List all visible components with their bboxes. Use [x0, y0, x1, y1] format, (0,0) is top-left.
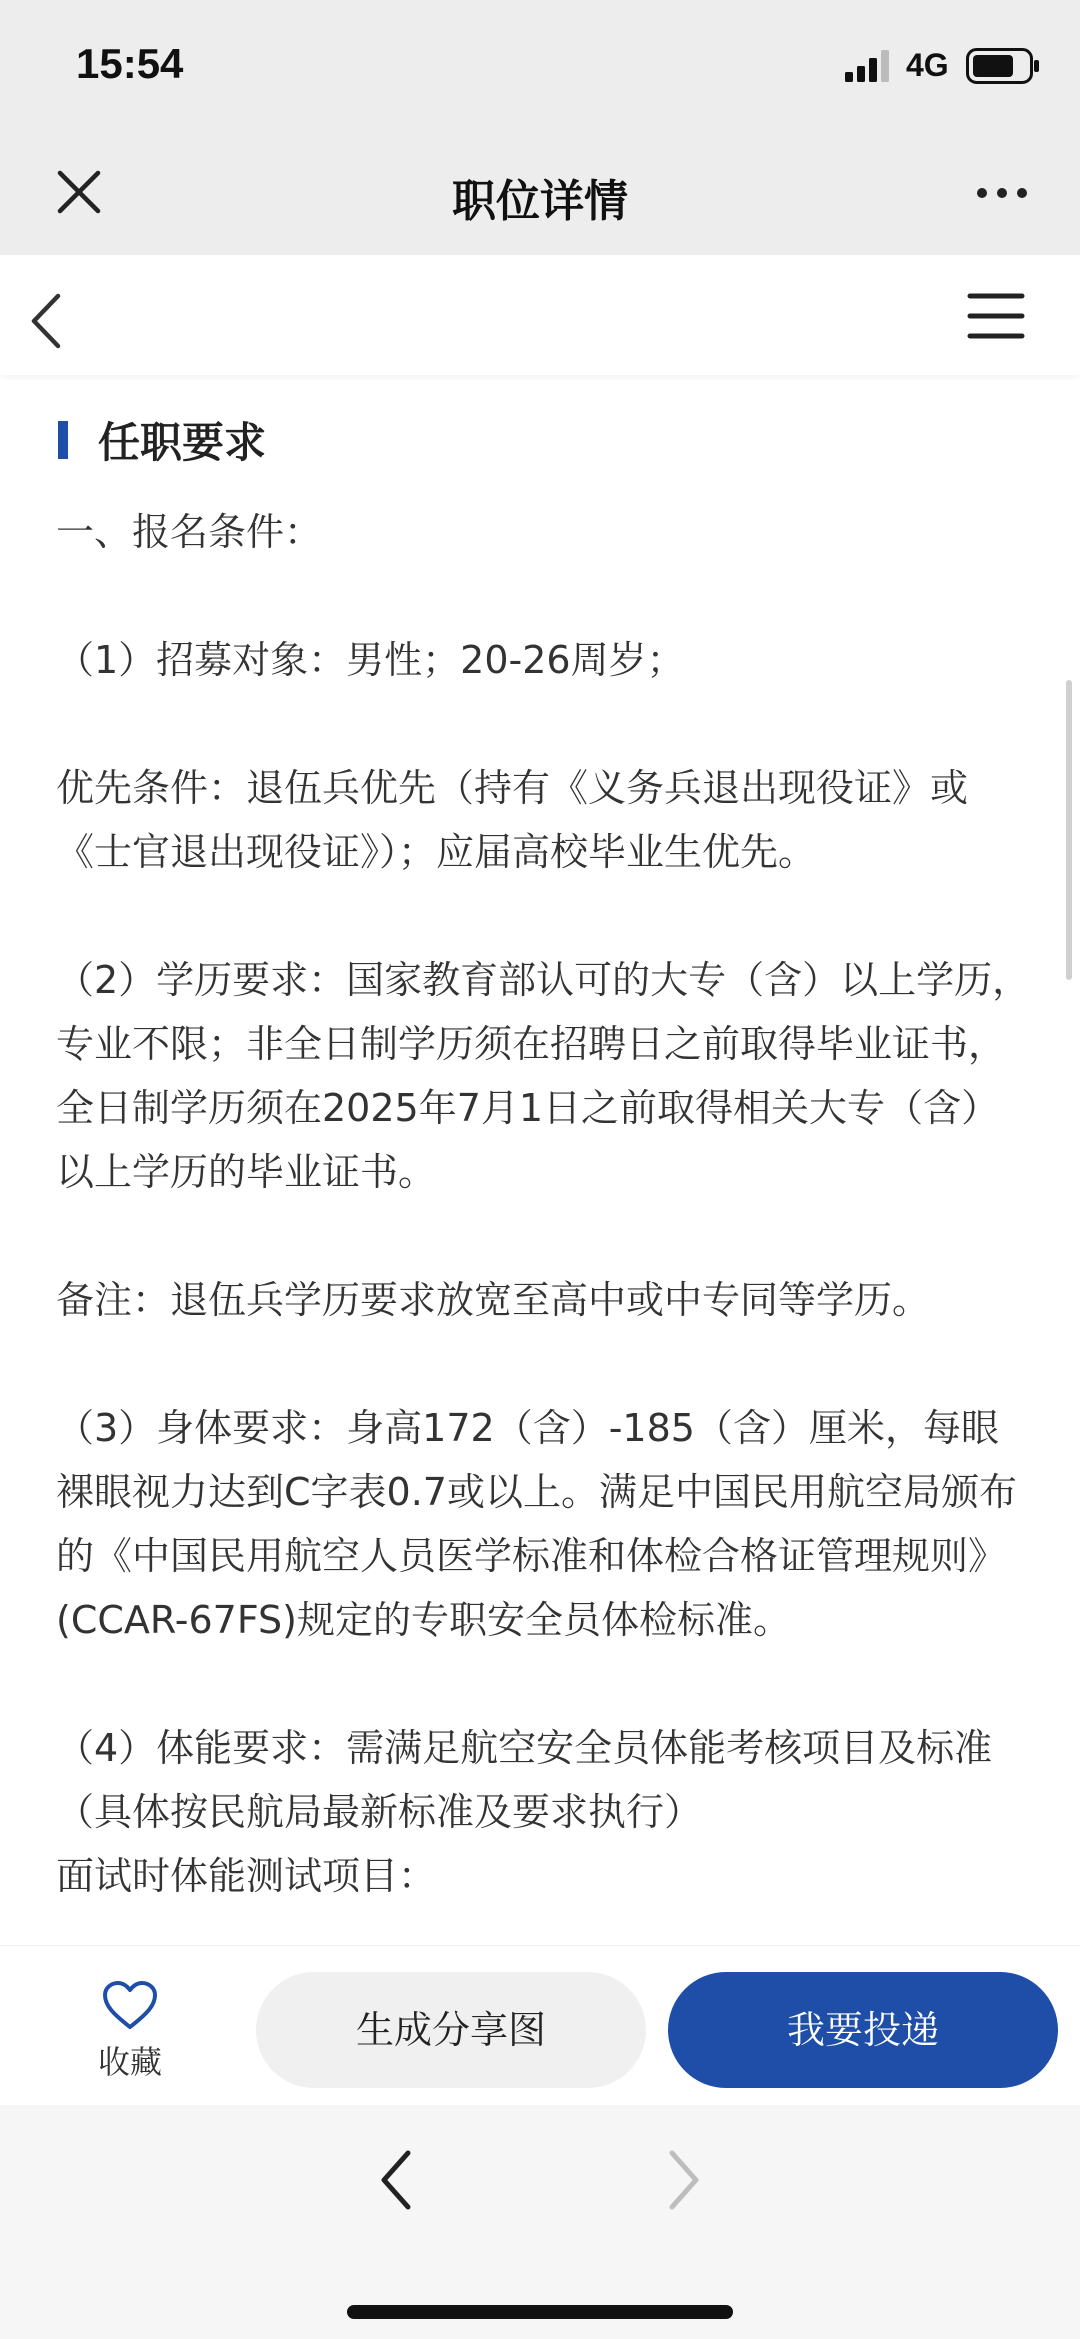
nav-bar: [0, 135, 1080, 255]
favorite-label: 收藏: [97, 2043, 162, 2081]
section-heading: [58, 410, 266, 470]
paragraph: 面试时体能测试项目：: [56, 1854, 437, 1898]
battery-icon: [966, 48, 1040, 84]
action-bar: [0, 1945, 1080, 2105]
favorite-button[interactable]: [80, 1981, 180, 2081]
browser-toolbar: [0, 2105, 1080, 2339]
chevron-right-icon[interactable]: [664, 2147, 704, 2213]
section-title: 任职要求: [98, 418, 267, 467]
scrollbar[interactable]: [1066, 680, 1072, 980]
chevron-left-icon[interactable]: [376, 2147, 416, 2213]
network-type: 4G: [906, 47, 949, 83]
home-indicator: [347, 2305, 733, 2319]
apply-button[interactable]: 我要投递: [668, 1972, 1058, 2088]
signal-icon: [845, 50, 893, 82]
status-bar: [0, 0, 1080, 135]
paragraph: 备注：退伍兵学历要求放宽至高中或中专同等学历。: [56, 1278, 931, 1322]
back-icon[interactable]: [28, 291, 64, 351]
page-title: 职位详情: [452, 176, 628, 227]
menu-icon[interactable]: [966, 291, 1026, 341]
more-icon[interactable]: [976, 183, 1028, 203]
status-time: 15:54: [76, 40, 184, 87]
paragraph: 优先条件：退伍兵优先（持有《义务兵退出现役证》或《士官退出现役证》）；应届高校毕业生优先。: [56, 766, 969, 874]
paragraph: （1）招募对象：男性；20-26周岁；: [56, 638, 685, 682]
paragraph: 一、报名条件：: [56, 510, 323, 554]
requirements-text: [56, 500, 1036, 1908]
heart-icon: [102, 1981, 158, 2031]
page-header: [0, 255, 1080, 375]
accent-bar: [58, 421, 68, 459]
job-requirements: [0, 380, 1080, 1945]
paragraph: （2）学历要求：国家教育部认可的大专（含）以上学历，专业不限；非全日制学历须在招聘日之前取得毕业证书，全日制学历须在2025年7月1日之前取得相关大专（含）以上学历的毕业证书。: [56, 958, 1031, 1194]
share-image-button[interactable]: 生成分享图: [256, 1972, 646, 2088]
paragraph: （4）体能要求：需满足航空安全员体能考核项目及标准（具体按民航局最新标准及要求执行）: [56, 1726, 993, 1834]
paragraph: （3）身体要求：身高172（含）-185（含）厘米，每眼裸眼视力达到C字表0.7或以上。满足中国民用航空局颁布的《中国民用航空人员医学标准和体检合格证管理规则》(CCAR-67FS)规定的专职安全员体检标准。: [56, 1406, 1017, 1642]
